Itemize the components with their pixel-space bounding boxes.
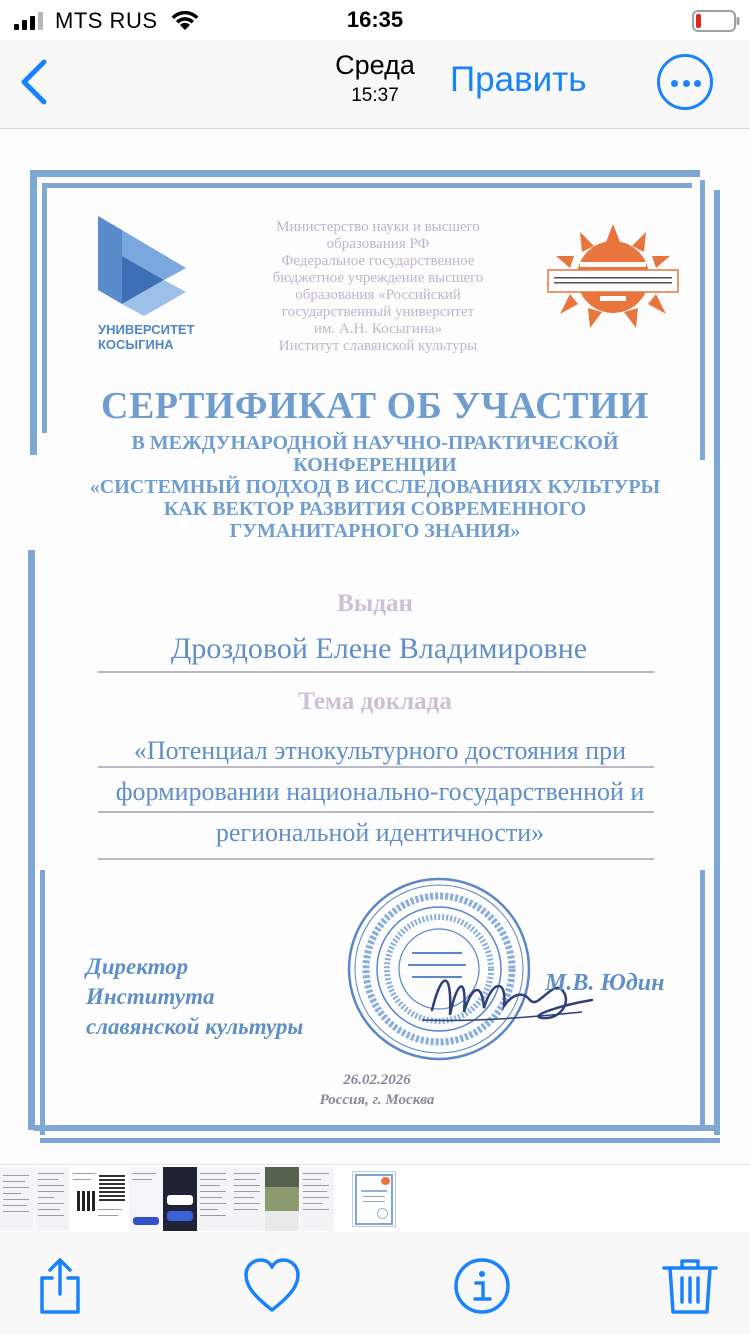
frame-line	[34, 1125, 720, 1131]
photo-thumbnail[interactable]	[0, 1167, 34, 1231]
director-title	[86, 952, 303, 1042]
underline	[98, 858, 654, 860]
navigation-bar	[0, 40, 750, 129]
underline	[98, 811, 654, 813]
conference-line: КАК ВЕКТОР РАЗВИТИЯ СОВРЕМЕННОГО	[163, 498, 587, 520]
delete-button[interactable]	[660, 1256, 720, 1316]
recipient-name: Дроздовой Елене Владимировне	[170, 632, 588, 665]
bottom-toolbar	[0, 1232, 750, 1334]
frame-line	[42, 183, 692, 188]
university-name-line: УНИВЕРСИТЕТ	[98, 322, 195, 337]
ministry-line: образования «Российский	[295, 287, 461, 303]
chevron-left-icon	[24, 62, 44, 102]
photo-thumbnail[interactable]	[163, 1167, 197, 1231]
nav-title	[300, 50, 450, 107]
conference-line: «СИСТЕМНЫЙ ПОДХОД В ИССЛЕДОВАНИЯХ КУЛЬТУРЫ	[89, 476, 661, 498]
issue-date: 26.02.2026	[343, 1072, 411, 1088]
more-options-button[interactable]	[657, 54, 713, 110]
director-line: Института	[86, 984, 215, 1009]
photo-thumbnail[interactable]	[231, 1167, 265, 1231]
trash-icon	[664, 1261, 716, 1312]
carrier-name: MTS RUS	[55, 8, 158, 33]
conference-line: ГУМАНИТАРНОГО ЗНАНИЯ»	[229, 520, 521, 542]
certificate-title: СЕРТИФИКАТ ОБ УЧАСТИИ	[101, 385, 649, 427]
signer-name: М.В. Юдин	[545, 970, 665, 996]
photo-thumbnail[interactable]	[197, 1167, 231, 1231]
share-icon	[42, 1260, 78, 1312]
ministry-line: Институт славянской культуры	[278, 338, 478, 354]
issue-city: Россия, г. Москва	[319, 1092, 435, 1108]
topic-label: Тема доклада	[298, 688, 452, 715]
kosygin-university-logo	[98, 216, 186, 316]
photo-thumbnail[interactable]	[300, 1167, 334, 1231]
frame-line	[40, 1138, 720, 1143]
edit-button[interactable]: Править	[450, 60, 587, 99]
report-topic	[40, 730, 720, 853]
photo-thumbnail[interactable]	[95, 1167, 129, 1231]
nav-title-time: 15:37	[351, 85, 399, 106]
university-name-line: КОСЫГИНА	[98, 337, 174, 352]
share-button[interactable]	[30, 1256, 90, 1316]
frame-line	[40, 870, 45, 1135]
info-icon	[456, 1260, 508, 1312]
conference-line: В МЕЖДУНАРОДНОЙ НАУЧНО-ПРАКТИЧЕСКОЙ	[131, 432, 619, 454]
director-line: славянской культуры	[86, 1014, 304, 1039]
ministry-line: образования РФ	[326, 236, 430, 252]
underline	[98, 671, 654, 673]
photo-thumbnail[interactable]	[35, 1167, 69, 1231]
university-name	[98, 322, 195, 352]
frame-line	[700, 870, 705, 1130]
conference-line: КОНФЕРЕНЦИИ	[293, 454, 457, 476]
frame-line	[30, 170, 700, 177]
topic-line: формировании национально-государственной и	[115, 777, 645, 806]
underline	[98, 766, 654, 768]
conference-name	[60, 432, 690, 542]
status-time: 16:35	[346, 7, 404, 32]
ministry-line: Федеральное государственное	[281, 253, 475, 269]
ministry-line: им. А.Н. Косыгина»	[313, 321, 443, 337]
heart-icon	[246, 1260, 298, 1310]
back-button[interactable]	[14, 56, 54, 108]
topic-line: региональной идентичности»	[215, 818, 545, 847]
favorite-button[interactable]	[242, 1256, 302, 1316]
info-button[interactable]	[452, 1256, 512, 1316]
slavic-culture-institute-logo	[540, 222, 686, 332]
current-photo-thumbnail[interactable]	[352, 1171, 396, 1227]
topic-line: «Потенциал этнокультурного достояния при	[133, 736, 627, 765]
thumbnail-strip[interactable]	[0, 1164, 750, 1232]
issued-label: Выдан	[337, 590, 413, 617]
photo-thumbnail[interactable]	[129, 1167, 163, 1231]
photo-thumbnail[interactable]	[265, 1167, 299, 1231]
status-bar	[0, 0, 750, 40]
director-line: Директор	[86, 954, 189, 979]
ministry-header	[236, 219, 520, 355]
ministry-line: Министерство науки и высшего	[276, 219, 480, 235]
nav-title-day: Среда	[335, 50, 415, 80]
ministry-line: бюджетное учреждение высшего	[272, 270, 484, 286]
ministry-line: государственный университет	[281, 304, 475, 320]
battery-icon	[692, 10, 740, 32]
